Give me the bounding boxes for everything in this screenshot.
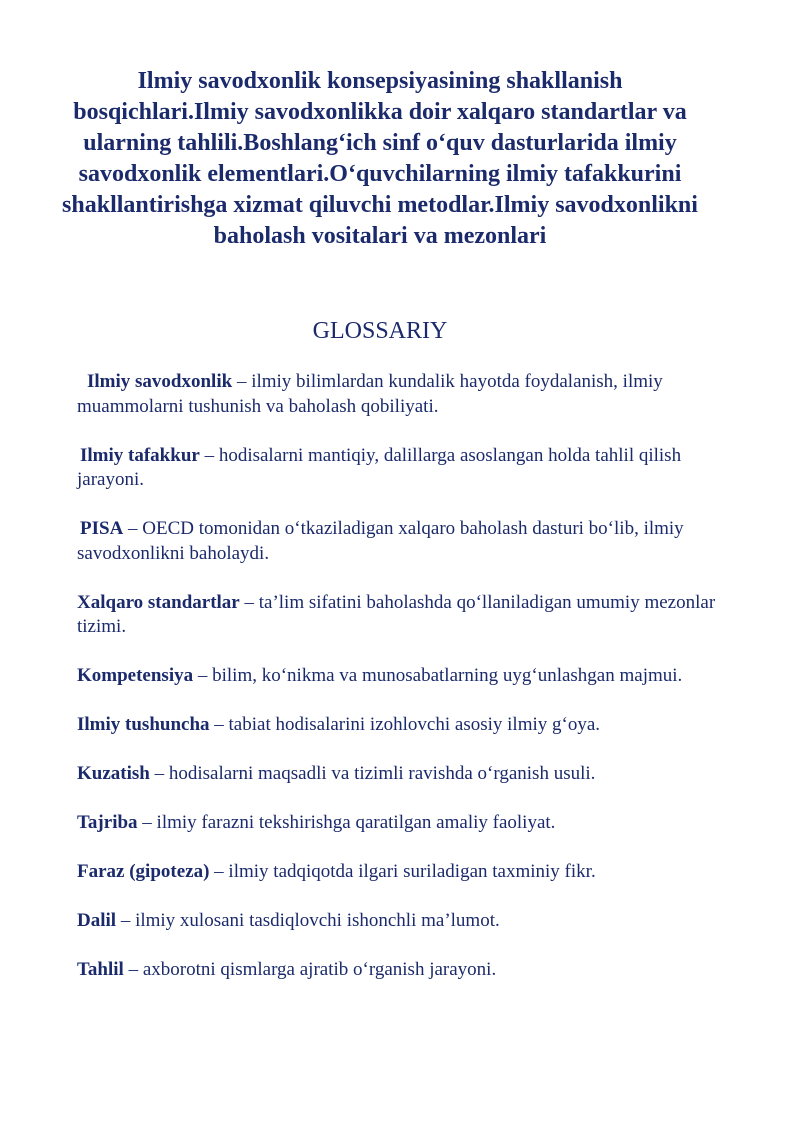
glossary-definition: hodisalarni maqsadli va tizimli ravishda o‘rganish usuli.: [168, 763, 596, 784]
glossary-definition: bilim, ko‘nikma va munosabatlarning uyg‘unlashgan majmui.: [212, 665, 683, 686]
glossary-entry: [77, 517, 717, 566]
glossary-entry: [77, 762, 717, 787]
glossary-entry: [77, 370, 717, 419]
glossary-term: Dalil: [77, 910, 117, 931]
glossary-definition: ilmiy bilimlardan kundalik hayotda foydalanish, ilmiy muammolarni tushunish va baholash qobiliyati.: [77, 371, 663, 417]
glossary-entry: [77, 860, 717, 885]
glossary-definition: ilmiy xulosani tasdiqlovchi ishonchli ma’lumot.: [135, 910, 500, 931]
glossary-entry: [77, 909, 717, 934]
glossary-definition: ilmiy tadqiqotda ilgari suriladigan taxminiy fikr.: [228, 861, 596, 882]
glossary-term: PISA: [80, 518, 124, 539]
glossary-separator: –: [209, 861, 229, 882]
glossary-list: [77, 370, 717, 1007]
glossary-term: Kuzatish: [77, 763, 150, 784]
glossary-separator: –: [137, 812, 157, 833]
glossary-separator: –: [116, 910, 136, 931]
glossary-entry: [77, 811, 717, 836]
glossary-term: Xalqaro standartlar: [77, 591, 240, 613]
glossary-entry: [77, 664, 717, 689]
glossary-definition: axborotni qismlarga ajratib o‘rganish jarayoni.: [142, 959, 497, 980]
glossary-separator: –: [239, 591, 259, 613]
glossary-definition: tabiat hodisalarini izohlovchi asosiy ilmiy g‘oya.: [228, 714, 601, 735]
glossary-heading: GLOSSARIY: [312, 318, 448, 344]
glossary-separator: –: [193, 665, 213, 686]
glossary-term: Kompetensiya: [77, 665, 194, 686]
glossary-separator: –: [149, 763, 169, 784]
glossary-definition: hodisalarni mantiqiy, dalillarga asoslangan holda tahlil qilish jarayoni.: [77, 444, 682, 490]
glossary-term: Ilmiy tushuncha: [77, 714, 210, 735]
glossary-entry: [77, 713, 717, 738]
glossary-separator: –: [123, 959, 143, 980]
glossary-entry: [77, 591, 717, 640]
glossary-term: Tajriba: [77, 812, 138, 833]
glossary-term: Ilmiy savodxonlik: [87, 371, 233, 392]
glossary-term: Faraz (gipoteza): [77, 861, 210, 882]
glossary-definition: OECD tomonidan o‘tkaziladigan xalqaro baholash dasturi bo‘lib, ilmiy savodxonlikni baholaydi.: [77, 518, 684, 564]
glossary-definition: ilmiy farazni tekshirishga qaratilgan amaliy faoliyat.: [156, 812, 556, 833]
glossary-term: Ilmiy tafakkur: [80, 444, 200, 466]
glossary-definition: ta’lim sifatini baholashda qo‘llaniladigan umumiy mezonlar tizimi.: [77, 591, 716, 637]
glossary-separator: –: [209, 714, 229, 735]
glossary-term: Tahlil: [77, 959, 124, 980]
glossary-separator: –: [232, 371, 252, 392]
glossary-separator: –: [123, 518, 143, 539]
glossary-entry: [77, 444, 717, 493]
glossary-entry: [77, 958, 717, 983]
document-title: Ilmiy savodxonlik konsepsiyasining shakllanish bosqichlari.Ilmiy savodxonlikka doir xalqaro standartlar va ularning tahlili.Boshlang‘ich sinf o‘quv dasturlarida ilmiy savodxonlik elementlari.O‘quvchilarning ilmiy tafakkurini shakllantirishga xizmat qiluvchi metodlar.Ilmiy savodxonlikni baholash vositalari va mezonlari: [62, 68, 698, 249]
glossary-separator: –: [199, 444, 219, 466]
